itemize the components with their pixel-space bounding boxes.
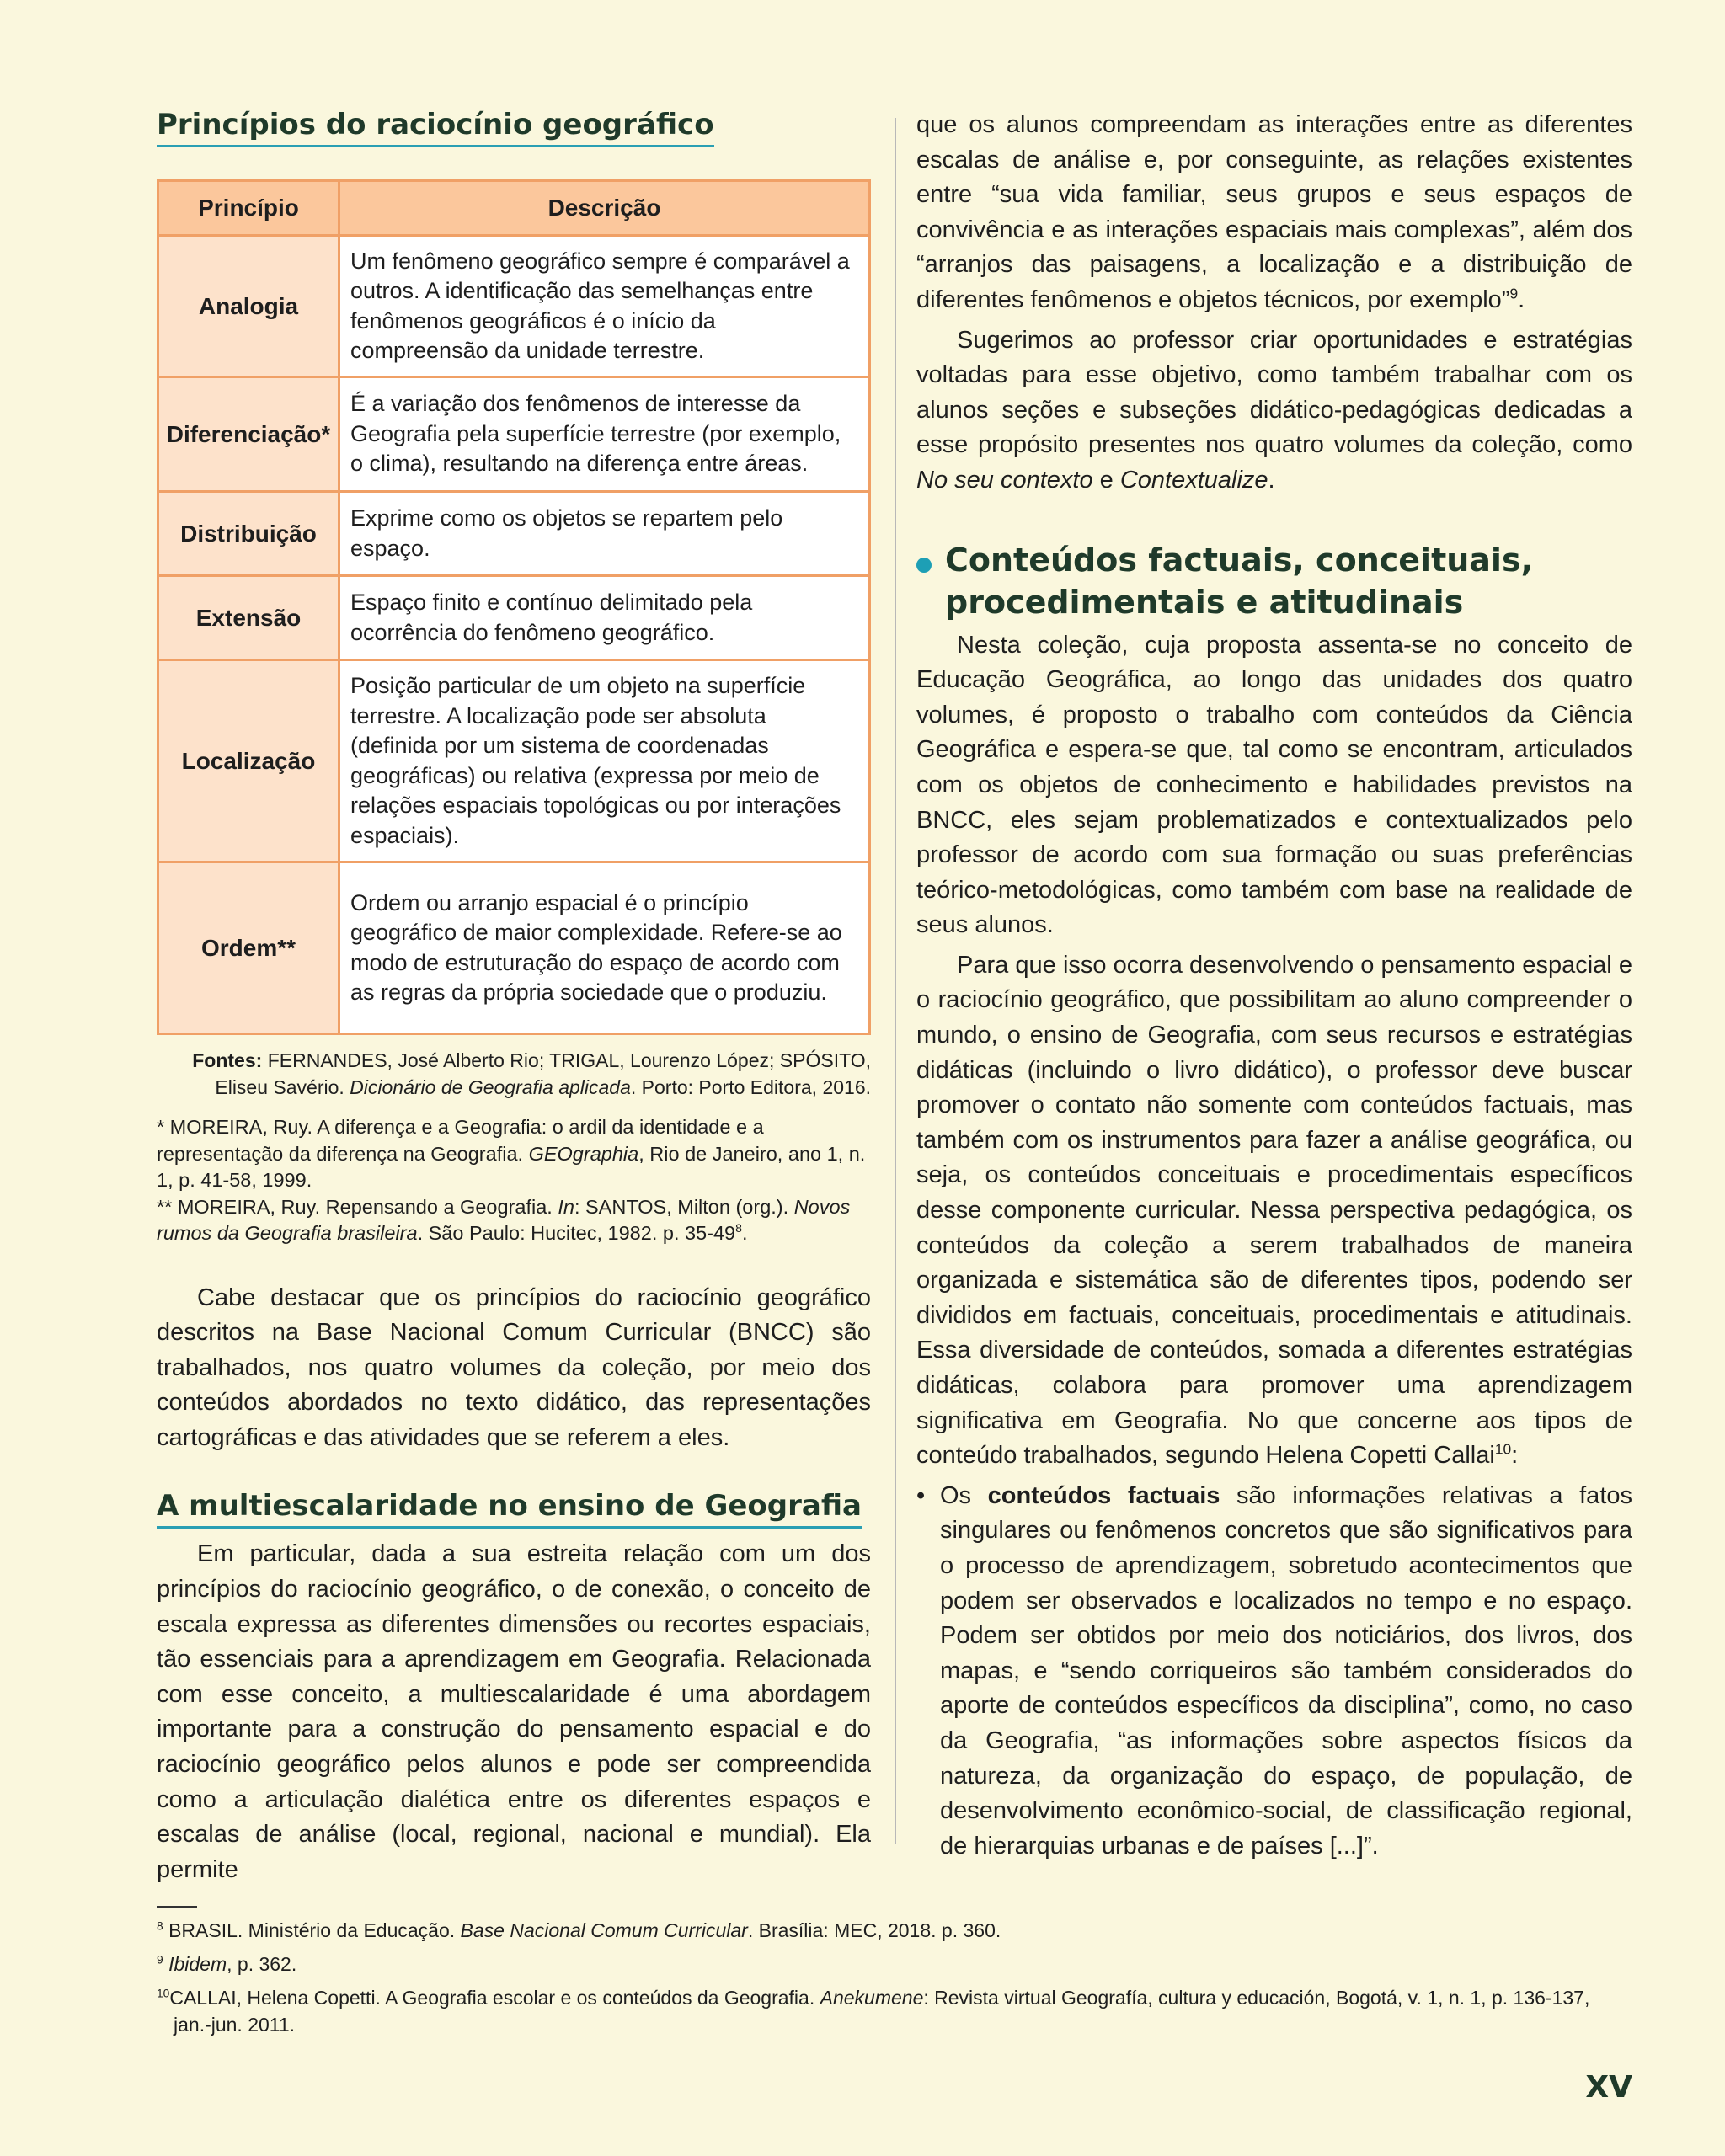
footnote-number: 10 [157,1987,170,2000]
principle-description: Ordem ou arranjo espacial é o princípio geográfico de maior complexidade. Refere-se ao modo de estruturação do espaço de acordo com as regras da própria sociedade que o produziu. [339,862,870,1034]
sources-publisher: . Porto: Porto Editora, 2016. [630,1076,871,1098]
table-row [158,576,870,660]
ref-text: , Rio de Janeiro, ano 1, n. 1, p. 41-58, 1999. [157,1142,866,1191]
principle-description: Posição particular de um objeto na superfície terrestre. A localização pode ser absoluta (definida por um sistema de coordenadas geográficas) ou relativa (expressa por meio de relações espaciais topológicas ou por interações espaciais). [339,660,870,862]
table-row [158,862,870,1034]
ref-journal: GEOgraphia [528,1142,639,1165]
principle-description: Um fenômeno geográfico sempre é comparável a outros. A identificação das semelhanças entre fenômenos geográficos é o início da compreensão da unidade terrestre. [339,236,870,377]
heading-conteudos [916,539,1632,623]
heading-line: Conteúdos factuais, conceituais, [945,541,1534,579]
footnote-9 [157,1951,1632,1977]
ref-in: In [558,1195,574,1218]
text: que os alunos compreendam as interações entre as diferentes escalas de análise e, por conseguinte, as relações existentes entre “sua vida familiar, seus grupos e seus espaços de convivência e as interações espaciais mais complexas”, além dos “arranjos das paisagens, a localização e a distribuição de diferentes fenômenos e objetos técnicos, por exemplo” [916,111,1632,313]
heading-conteudos-text [945,539,1533,623]
text: . [1268,466,1275,494]
ref-text: : SANTOS, Milton (org.). [574,1195,794,1218]
footnote-rule [157,1906,197,1908]
bullet-dot-icon [916,558,932,573]
text: , p. 362. [227,1953,297,1975]
footnotes [157,1917,1632,2045]
paragraph-multiescalaridade: Em particular, dada a sua estreita relação com um dos princípios do raciocínio geográfico, o de conexão, o conceito de escala expressa as diferentes dimensões ou recortes espaciais, tão essenciais para a aprendizagem em Geografia. Relacionada com esse conceito, a multiescalaridade é uma abordagem importante para a construção do pensamento espacial e do raciocínio geográfico pelos alunos e pode ser compreendida como a articulação dialética entre os diferentes espaços e escalas de análise (local, regional, nacional e mundial). Ela permite [157,1540,871,1883]
principle-name: Ordem** [158,862,339,1034]
text: CALLAI, Helena Copetti. A Geografia escolar e os conteúdos da Geografia. [169,1987,820,2009]
text-italic: Ibidem [168,1953,227,1975]
sources-book-title: Dicionário de Geografia aplicada [350,1076,631,1098]
right-column [916,108,1632,1864]
text: BRASIL. Ministério da Educação. [168,1919,461,1941]
list-item [916,1479,1632,1865]
principle-description: Espaço finito e contínuo delimitado pela ocorrência do fenômeno geográfico. [339,576,870,660]
column-divider [895,118,896,1844]
section-name: Contextualize [1119,466,1268,494]
text-italic: Base Nacional Comum Curricular [460,1919,748,1941]
ref-text: . [741,1222,748,1244]
text: . [1518,286,1525,313]
footnote-8 [157,1917,1632,1944]
reference-ordem [157,1194,871,1247]
table-row [158,236,870,377]
text-italic: Anekumene [820,1987,924,2009]
table-sources [157,1047,871,1101]
section-name: No seu contexto [916,466,1093,494]
principles-table [157,179,871,1035]
principle-description: É a variação dos fenômenos de interesse da Geografia pela superfície terrestre (por exemplo, o clima), resultando na diferença entre áreas. [339,377,870,492]
principle-description: Exprime como os objetos se repartem pelo espaço. [339,492,870,576]
footnote-marker: 10 [1494,1440,1512,1458]
list-item-text [940,1479,1632,1865]
text: Sugerimos ao professor criar oportunidades e estratégias voltadas para esse objetivo, como também trabalhar com os alunos seções e subseções didático-pedagógicas dedicadas a esse propósito presentes nos quatro volumes da coleção, como [916,326,1632,459]
section-title-multiescalaridade: A multiescalaridade no ensino de Geografia [157,1489,862,1529]
table-row [158,377,870,492]
principle-name: Distribuição [158,492,339,576]
table-header-row [158,181,870,236]
sources-label: Fontes: [192,1049,263,1071]
principle-name: Diferenciação* [158,377,339,492]
text: Os [940,1481,988,1509]
paragraph-continued [916,108,1632,318]
text: : Revista virtual Geografía, cultura y educación, Bogotá, v. 1, n. 1, p. 136-137, jan.-jun. 2011. [174,1987,1590,2036]
section-title-principios: Princípios do raciocínio geográfico [157,108,714,147]
term-bold: conteúdos factuais [987,1481,1220,1509]
ref-text: ** MOREIRA, Ruy. Repensando a Geografia. [157,1195,558,1218]
footnote-marker: 8 [735,1221,742,1235]
principle-name: Extensão [158,576,339,660]
paragraph-nesta-colecao: Nesta coleção, cuja proposta assenta-se no conceito de Educação Geográfica, ao longo das unidades dos quatro volumes, é proposto o trabalho com conteúdos da Ciência Geográfica e espera-se que, tal como se encontram, articulados com os objetos de conhecimento e habilidades previstos na BNCC, eles sejam problematizados e contextualizados pelo professor de acordo com sua formação ou suas preferências teórico-metodológicas, como também com base na realidade de seus alunos. [916,631,1632,939]
table-header-descricao: Descrição [339,181,870,236]
bullet-list [916,1479,1632,1865]
text: : [1511,1442,1519,1470]
paragraph-sugerimos [916,323,1632,499]
reference-diferenciacao [157,1114,871,1194]
paragraph-para-que [916,948,1632,1474]
footnote-number: 9 [157,1953,163,1967]
paragraph-bncc: Cabe destacar que os princípios do raciocínio geográfico descritos na Base Nacional Comum Curricular (BNCC) são trabalhados, nos quatro volumes da coleção, por meio dos conteúdos abordados no texto didático, das representações cartográficas e das atividades que se referem a eles. [157,1283,871,1451]
heading-line: procedimentais e atitudinais [945,583,1464,621]
footnote-marker: 9 [1509,285,1519,302]
ref-book: Novos rumos da Geografia brasileira [157,1195,851,1244]
table-row [158,492,870,576]
sources-text: FERNANDES, José Alberto Rio; TRIGAL, Lourenzo López; SPÓSITO, Eliseu Savério. [215,1049,871,1098]
text: . Brasília: MEC, 2018. p. 360. [747,1919,1001,1941]
table-row [158,660,870,862]
ref-text: * MOREIRA, Ruy. A diferença e a Geografia: o ardil da identidade e a representação da diferença na Geografia. [157,1116,764,1165]
text: são informações relativas a fatos singulares ou fenômenos concretos que são significativos para o processo de aprendizagem, sobretudo acontecimentos que podem ser observados e localizados no tempo e no espaço. Podem ser obtidos por meio dos noticiários, dos livros, dos mapas, e “sendo corriqueiros são também considerados do aporte de conteúdos específicos da disciplina”, como, no caso da Geografia, “as informações sobre aspectos físicos da natureza, da organização do espaço, de população, de desenvolvimento econômico-social, de classificação regional, de hierarquias urbanas e de países [...]”. [940,1481,1632,1860]
principle-name: Localização [158,660,339,862]
footnote-10 [157,1984,1632,2038]
principle-name: Analogia [158,236,339,377]
left-column [157,108,871,1887]
table-header-principio: Princípio [158,181,339,236]
footnote-number: 8 [157,1919,163,1933]
text: e [1092,466,1120,494]
ref-text: . São Paulo: Hucitec, 1982. p. 35-49 [417,1222,736,1244]
table-references [157,1114,871,1247]
page-number: XV [1585,2070,1632,2105]
text: Para que isso ocorra desenvolvendo o pensamento espacial e o raciocínio geográfico, que possibilitam ao aluno compreender o mundo, o ensino de Geografia, com seus recursos e estratégias didáticas (incluindo o livro didático), o professor deve buscar promover o contato não somente com conteúdos factuais, mas também com os instrumentos para fazer a análise geográfica, ou seja, os conteúdos conceituais e procedimentais específicos desse componente curricular. Nessa perspectiva pedagógica, os conteúdos da coleção a serem trabalhados de maneira organizada e sistemática são de diferentes tipos, podendo ser divididos em factuais, conceituais, procedimentais e atitudinais. Essa diversidade de conteúdos, somada a diferentes estratégias didáticas, colabora para promover uma aprendizagem significativa em Geografia. No que concerne aos tipos de conteúdo trabalhados, segundo Helena Copetti Callai [916,951,1632,1470]
